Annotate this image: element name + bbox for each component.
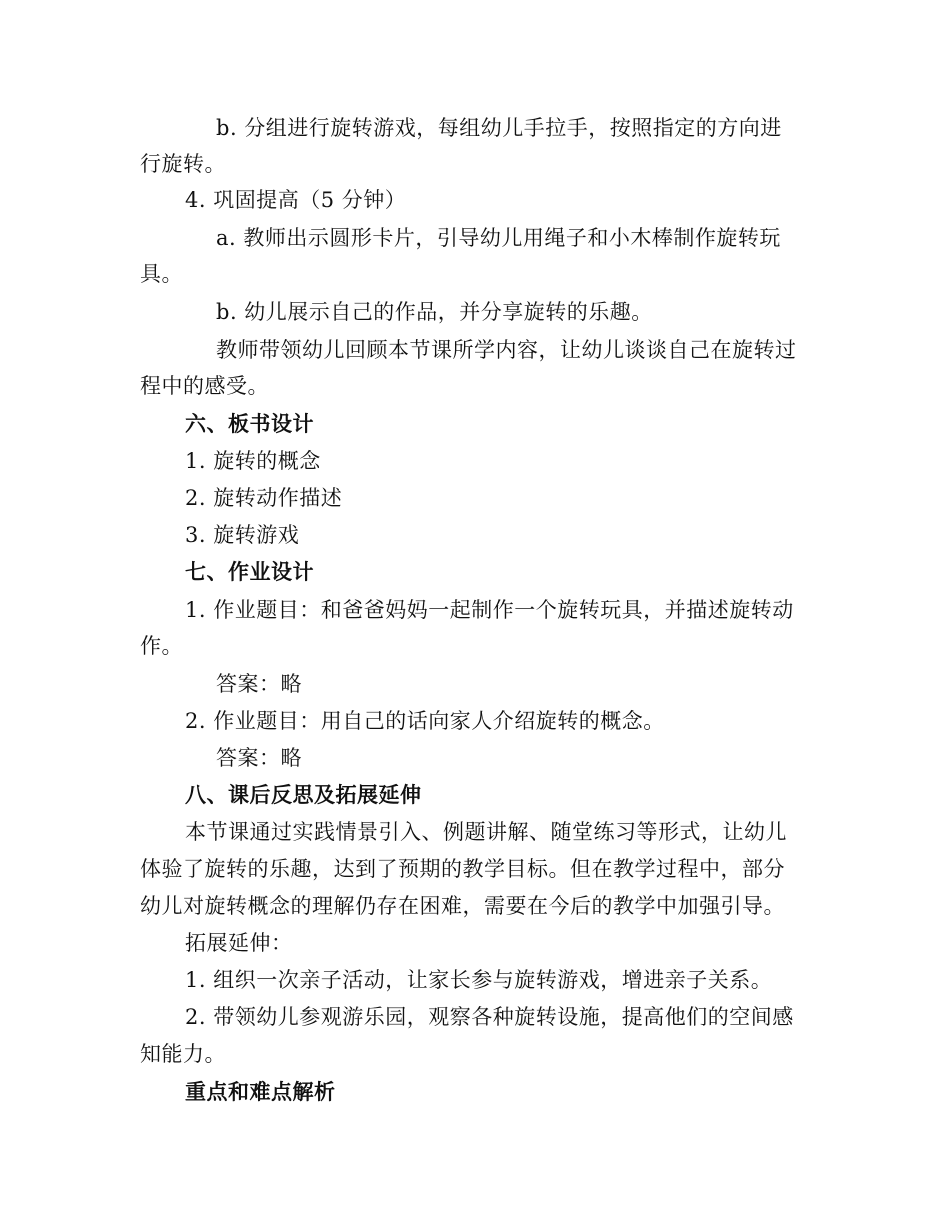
list-item: 1. 组织一次亲子活动，让家长参与旋转游戏，增进亲子关系。	[185, 968, 773, 992]
text-line: 本节课通过实践情景引入、例题讲解、随堂练习等形式，让幼儿	[185, 820, 787, 844]
text-line: 拓展延伸：	[185, 931, 293, 955]
answer-line: 答案：略	[216, 746, 302, 770]
text-line: 教师带领幼儿回顾本节课所学内容，让幼儿谈谈自己在旋转过	[216, 338, 797, 362]
text-line: 知能力。	[140, 1042, 226, 1066]
text-line: 作。	[140, 634, 183, 658]
text-line: 行旋转。	[140, 152, 226, 176]
text-line: 具。	[140, 262, 183, 286]
section-heading: 八、课后反思及拓展延伸	[185, 782, 422, 807]
section-heading: 七、作业设计	[185, 559, 314, 584]
text-line: 幼儿对旋转概念的理解仍存在困难，需要在今后的教学中加强引导。	[140, 894, 785, 918]
answer-line: 答案：略	[216, 672, 302, 696]
list-item: 4. 巩固提高（5 分钟）	[185, 188, 407, 212]
text-line: b. 分组进行旋转游戏，每组幼儿手拉手，按照指定的方向进	[216, 116, 782, 140]
text-line: 程中的感受。	[140, 374, 269, 398]
list-item: 3. 旋转游戏	[185, 523, 300, 547]
list-item: 2. 带领幼儿参观游乐园，观察各种旋转设施，提高他们的空间感	[185, 1005, 794, 1029]
text-line: 体验了旋转的乐趣，达到了预期的教学目标。但在教学过程中，部分	[140, 857, 785, 881]
list-item: 1. 作业题目：和爸爸妈妈一起制作一个旋转玩具，并描述旋转动	[185, 598, 794, 622]
list-item: 1. 旋转的概念	[185, 449, 321, 473]
text-line: a. 教师出示圆形卡片，引导幼儿用绳子和小木棒制作旋转玩	[216, 226, 781, 250]
list-item: 2. 作业题目：用自己的话向家人介绍旋转的概念。	[185, 709, 665, 733]
section-heading: 六、板书设计	[185, 411, 314, 436]
section-heading: 重点和难点解析	[185, 1079, 336, 1104]
list-item: 2. 旋转动作描述	[185, 486, 343, 510]
text-line: b. 幼儿展示自己的作品，并分享旋转的乐趣。	[216, 300, 653, 324]
